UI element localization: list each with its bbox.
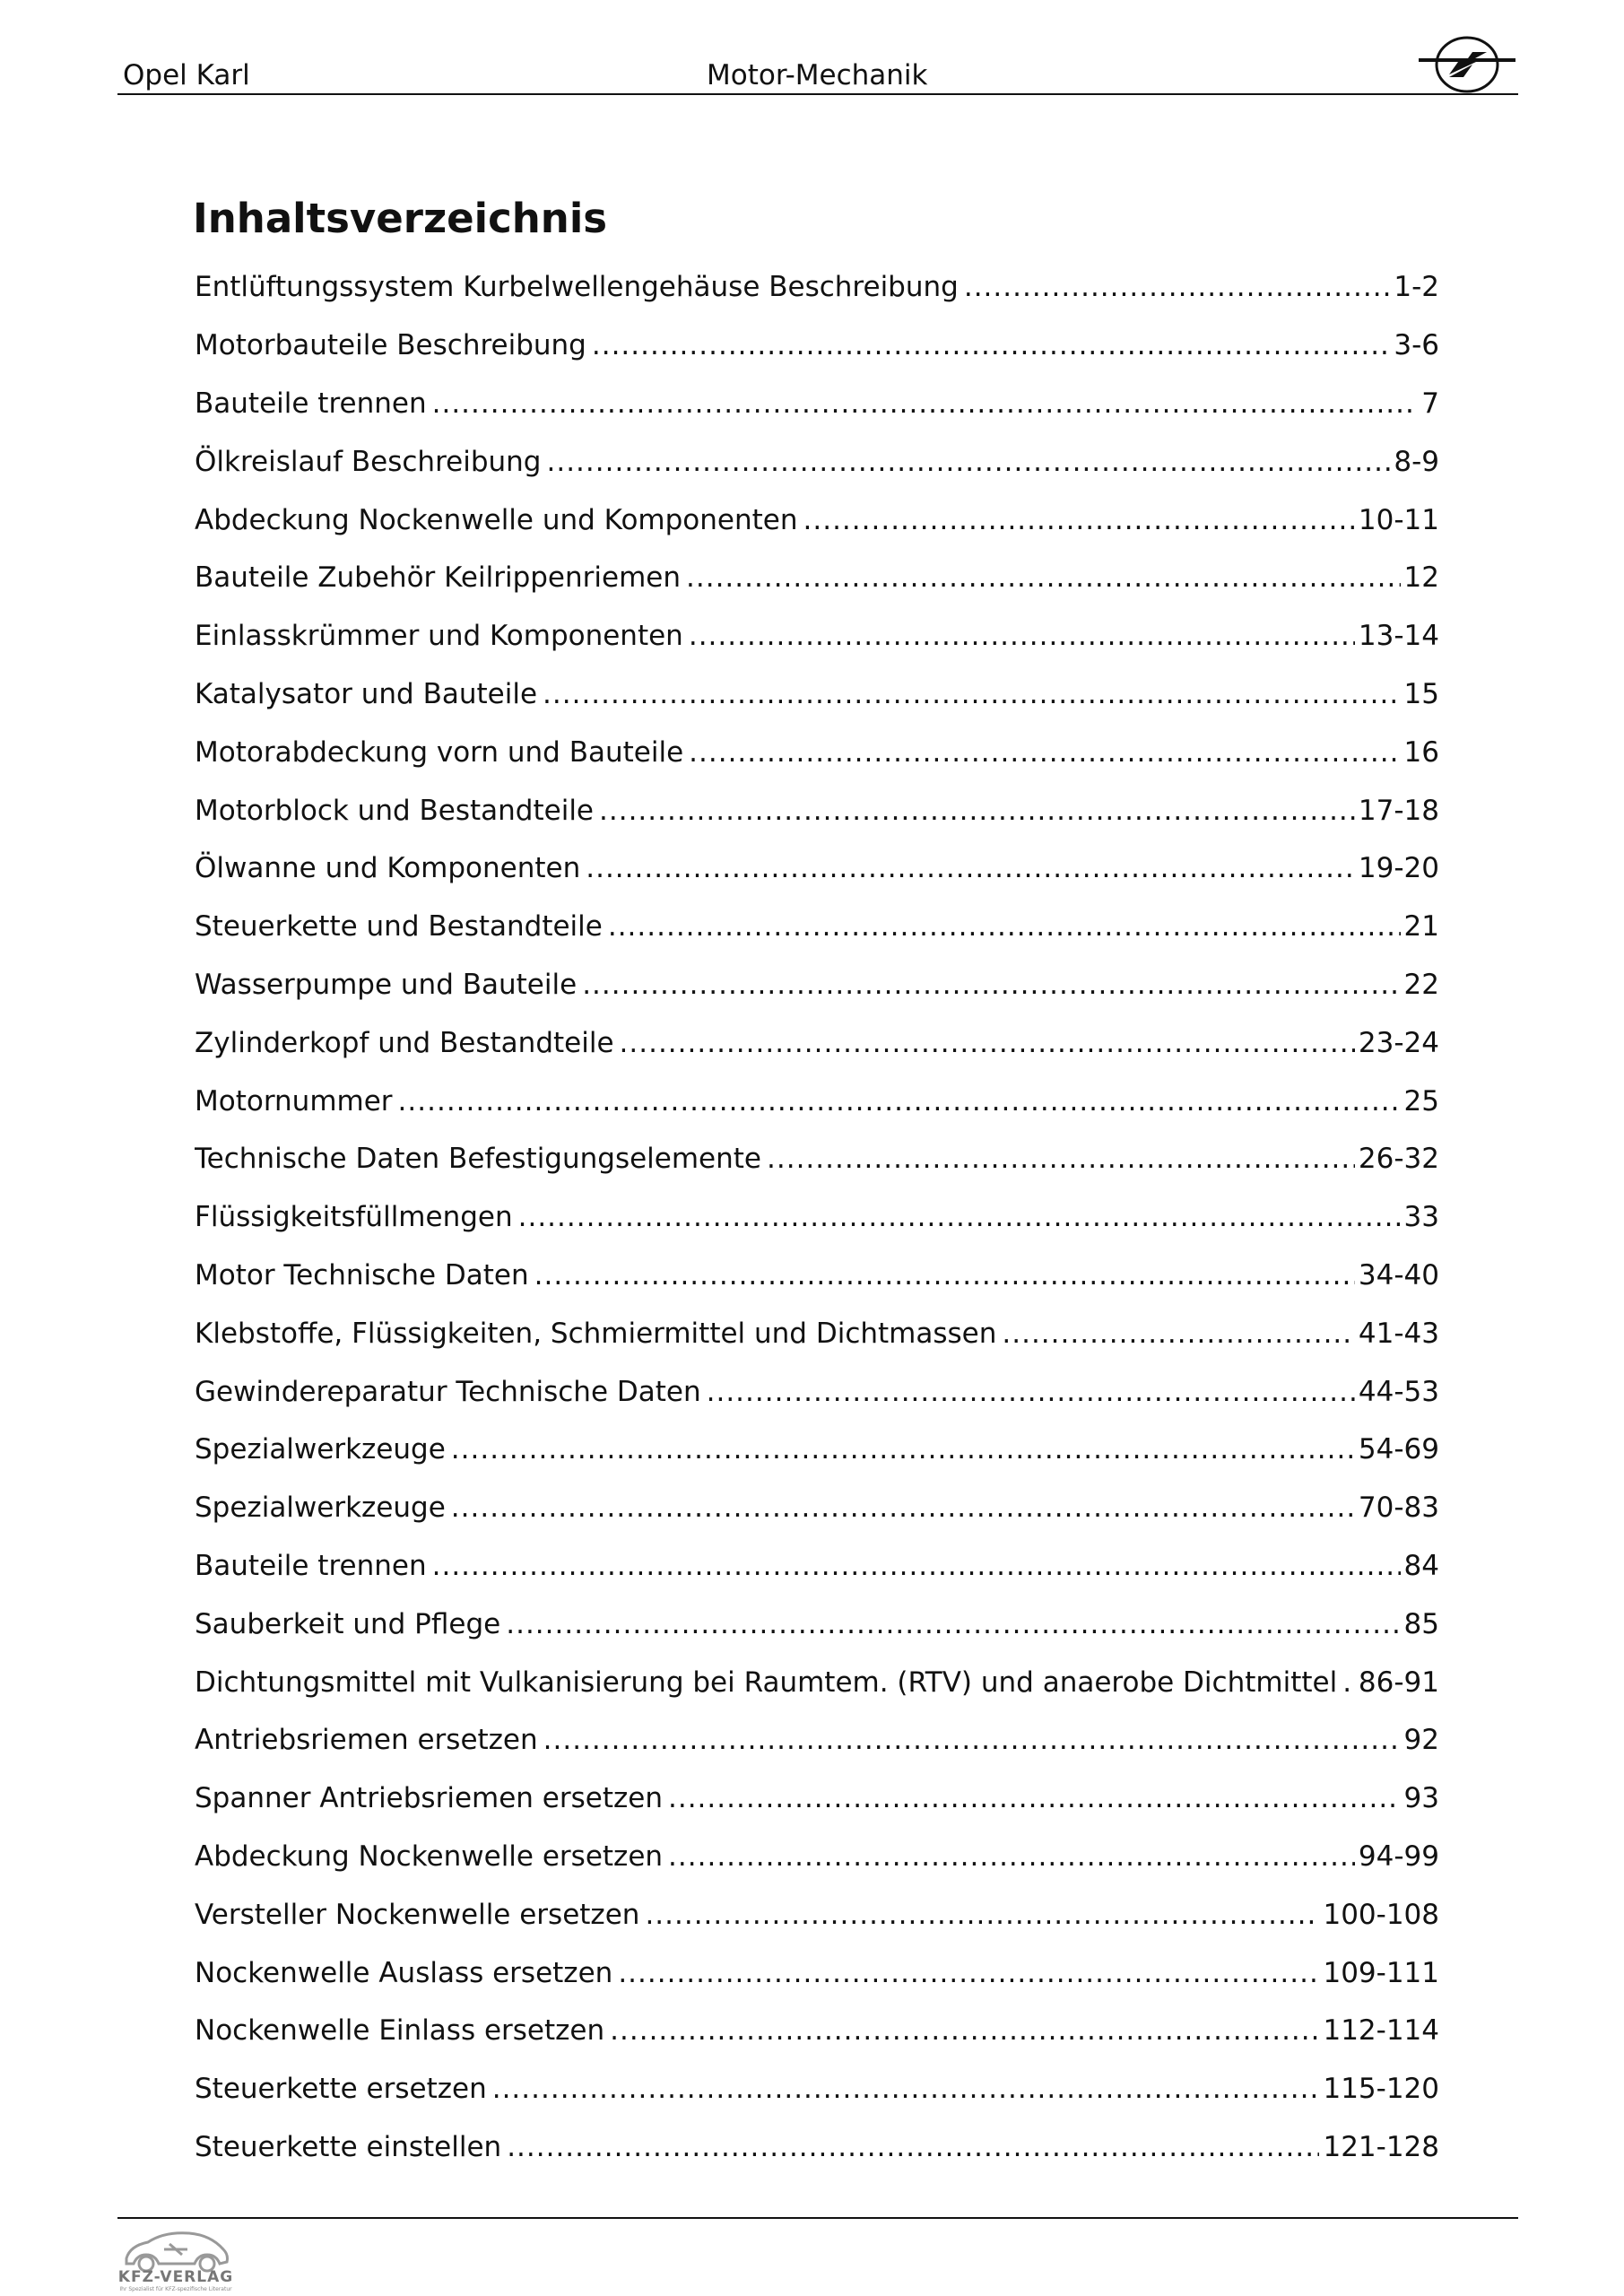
toc-entry[interactable]: [195, 723, 1439, 781]
toc-entry[interactable]: [195, 665, 1439, 724]
toc-entry-page: 44-53: [1358, 1375, 1439, 1408]
toc-dot-leader: [803, 502, 1355, 538]
toc-entry-page: 26-32: [1358, 1143, 1439, 1176]
toc-list: [195, 258, 1439, 2176]
toc-entry-page: 86-91: [1358, 1665, 1439, 1699]
toc-entry-page: 16: [1403, 735, 1439, 769]
toc-entry[interactable]: [195, 1247, 1439, 1305]
toc-dot-leader: [398, 1083, 1401, 1119]
toc-entry-page: 121-128: [1323, 2130, 1439, 2163]
footer-divider: [117, 2217, 1518, 2219]
toc-dot-leader: [686, 560, 1401, 596]
toc-entry-label: Motorblock und Bestandteile: [195, 794, 595, 827]
toc-dot-leader: [668, 1780, 1401, 1816]
toc-entry-label: Ölwanne und Komponenten: [195, 852, 581, 885]
toc-dot-leader: [620, 1025, 1355, 1061]
toc-entry[interactable]: [195, 1072, 1439, 1130]
toc-entry-page: 19-20: [1358, 852, 1439, 885]
toc-dot-leader: [492, 2071, 1320, 2107]
toc-entry[interactable]: [195, 432, 1439, 491]
toc-entry-page: 23-24: [1358, 1026, 1439, 1059]
toc-entry-page: 15: [1403, 677, 1439, 710]
toc-entry-label: Katalysator und Bauteile: [195, 677, 538, 710]
toc-entry[interactable]: [195, 1188, 1439, 1247]
toc-entry[interactable]: [195, 2118, 1439, 2177]
toc-entry[interactable]: [195, 1885, 1439, 1944]
toc-entry-label: Motor Technische Daten: [195, 1258, 529, 1292]
toc-dot-leader: [668, 1839, 1355, 1874]
header-divider: [117, 93, 1518, 95]
toc-entry-label: Steuerkette ersetzen: [195, 2073, 487, 2106]
toc-entry[interactable]: [195, 2060, 1439, 2118]
toc-dot-leader: [451, 1431, 1355, 1467]
toc-entry-label: Sauberkeit und Pflege: [195, 1607, 501, 1640]
header-section-title: Motor-Mechanik: [707, 59, 928, 91]
toc-entry[interactable]: [195, 2002, 1439, 2060]
toc-entry[interactable]: [195, 839, 1439, 898]
toc-entry-label: Motorabdeckung vorn und Bauteile: [195, 735, 684, 769]
toc-entry[interactable]: [195, 1770, 1439, 1828]
toc-dot-leader: [432, 386, 1419, 422]
toc-dot-leader: [964, 269, 1391, 305]
toc-entry[interactable]: [195, 956, 1439, 1014]
toc-dot-leader: [506, 1606, 1400, 1642]
toc-entry-label: Bauteile Zubehör Keilrippenriemen: [195, 561, 682, 595]
toc-entry-page: 12: [1403, 561, 1439, 595]
toc-dot-leader: [546, 444, 1390, 480]
footer-tagline: Ihr Spezialist für KFZ-spezifische Literatur: [119, 2286, 232, 2292]
toc-entry-page: 33: [1403, 1201, 1439, 1234]
toc-dot-leader: [707, 1374, 1355, 1410]
toc-dot-leader: [610, 2013, 1319, 2048]
toc-dot-leader: [582, 967, 1400, 1003]
toc-entry-page: 70-83: [1358, 1492, 1439, 1525]
toc-entry-page: 112-114: [1323, 2014, 1439, 2048]
toc-entry-page: 21: [1403, 910, 1439, 944]
toc-dot-leader: [645, 1897, 1319, 1933]
toc-dot-leader: [767, 1141, 1355, 1177]
toc-entry-page: 8-9: [1394, 445, 1439, 478]
toc-dot-leader: [543, 1722, 1401, 1758]
toc-dot-leader: [618, 1955, 1319, 1991]
toc-entry-label: Nockenwelle Auslass ersetzen: [195, 1956, 613, 1989]
toc-dot-leader: [608, 909, 1401, 944]
toc-entry-page: 109-111: [1323, 1956, 1439, 1989]
toc-entry-label: Antriebsriemen ersetzen: [195, 1724, 538, 1757]
toc-dot-leader: [543, 676, 1401, 712]
toc-entry-label: Motornummer: [195, 1084, 393, 1118]
toc-dot-leader: [534, 1257, 1355, 1293]
toc-entry[interactable]: [195, 1013, 1439, 1072]
toc-dot-leader: [592, 327, 1390, 363]
toc-entry-page: 93: [1403, 1782, 1439, 1815]
header-brand: Opel Karl: [123, 59, 250, 91]
toc-entry[interactable]: [195, 898, 1439, 956]
toc-entry-page: 41-43: [1358, 1317, 1439, 1350]
toc-entry[interactable]: [195, 1304, 1439, 1362]
toc-entry-label: Entlüftungssystem Kurbelwellengehäuse Beschreibung: [195, 271, 959, 304]
toc-entry-page: 84: [1403, 1549, 1439, 1582]
toc-entry-label: Versteller Nockenwelle ersetzen: [195, 1898, 640, 1931]
toc-entry-label: Bauteile trennen: [195, 1549, 427, 1582]
toc-entry-label: Gewindereparatur Technische Daten: [195, 1375, 701, 1408]
toc-entry[interactable]: [195, 1653, 1439, 1711]
toc-entry-label: Flüssigkeitsfüllmengen: [195, 1201, 513, 1234]
toc-entry-label: Motorbauteile Beschreibung: [195, 329, 586, 362]
toc-entry[interactable]: [195, 1479, 1439, 1537]
toc-entry-label: Abdeckung Nockenwelle und Komponenten: [195, 503, 798, 536]
toc-entry-label: Einlasskrümmer und Komponenten: [195, 620, 683, 653]
toc-dot-leader: [432, 1548, 1401, 1584]
toc-entry-page: 3-6: [1394, 329, 1439, 362]
toc-dot-leader: [451, 1490, 1355, 1526]
toc-entry[interactable]: [195, 607, 1439, 665]
toc-entry-label: Abdeckung Nockenwelle ersetzen: [195, 1839, 664, 1873]
toc-entry-label: Ölkreislauf Beschreibung: [195, 445, 542, 478]
toc-entry[interactable]: [195, 375, 1439, 433]
opel-logo-icon: [1413, 25, 1521, 97]
toc-entry[interactable]: [195, 1711, 1439, 1770]
toc-entry-label: Spezialwerkzeuge: [195, 1433, 446, 1466]
toc-dot-leader: [586, 850, 1355, 886]
toc-entry-page: 92: [1403, 1724, 1439, 1757]
toc-entry-page: 100-108: [1323, 1898, 1439, 1931]
toc-entry-page: 1-2: [1394, 271, 1439, 304]
toc-entry-page: 22: [1403, 968, 1439, 1001]
toc-entry-label: Spanner Antriebsriemen ersetzen: [195, 1782, 663, 1815]
toc-entry-page: 13-14: [1358, 620, 1439, 653]
toc-entry-page: 54-69: [1358, 1433, 1439, 1466]
toc-entry[interactable]: [195, 1944, 1439, 2002]
toc-dot-leader: [689, 735, 1400, 770]
toc-dot-leader: [689, 618, 1355, 654]
toc-entry-page: 7: [1421, 387, 1439, 420]
toc-entry-label: Bauteile trennen: [195, 387, 427, 420]
toc-entry-label: Zylinderkopf und Bestandteile: [195, 1026, 614, 1059]
footer-brand: KFZ-VERLAG: [117, 2268, 234, 2286]
toc-entry[interactable]: [195, 1537, 1439, 1596]
toc-entry-page: 17-18: [1358, 794, 1439, 827]
toc-title: Inhaltsverzeichnis: [193, 195, 608, 242]
toc-entry-label: Steuerkette einstellen: [195, 2130, 502, 2163]
toc-dot-leader: [1002, 1316, 1355, 1352]
toc-dot-leader: [518, 1199, 1401, 1235]
toc-entry-label: Dichtungsmittel mit Vulkanisierung bei Raumtem. (RTV) und anaerobe Dichtmittel: [195, 1665, 1338, 1699]
toc-dot-leader: [599, 793, 1355, 829]
toc-entry[interactable]: [195, 317, 1439, 375]
toc-entry-page: 94-99: [1358, 1839, 1439, 1873]
toc-entry[interactable]: [195, 1828, 1439, 1886]
toc-entry-page: 10-11: [1358, 503, 1439, 536]
toc-entry-label: Steuerkette und Bestandteile: [195, 910, 603, 944]
toc-entry[interactable]: [195, 1362, 1439, 1421]
toc-entry-label: Wasserpumpe und Bauteile: [195, 968, 578, 1001]
toc-entry-page: 34-40: [1358, 1258, 1439, 1292]
toc-entry[interactable]: [195, 549, 1439, 607]
toc-dot-leader: [507, 2129, 1319, 2165]
toc-entry-label: Spezialwerkzeuge: [195, 1492, 446, 1525]
toc-entry-page: 25: [1403, 1084, 1439, 1118]
toc-entry[interactable]: [195, 1130, 1439, 1188]
toc-entry[interactable]: [195, 781, 1439, 839]
toc-entry[interactable]: [195, 491, 1439, 549]
toc-entry-label: Nockenwelle Einlass ersetzen: [195, 2014, 605, 2048]
toc-entry[interactable]: [195, 1595, 1439, 1653]
toc-entry-page: 115-120: [1323, 2073, 1439, 2106]
toc-entry[interactable]: [195, 258, 1439, 317]
toc-dot-leader: [1342, 1665, 1355, 1700]
toc-entry-label: Klebstoffe, Flüssigkeiten, Schmiermittel und Dichtmassen: [195, 1317, 997, 1350]
toc-entry-page: 85: [1403, 1607, 1439, 1640]
toc-entry[interactable]: [195, 1421, 1439, 1479]
toc-entry-label: Technische Daten Befestigungselemente: [195, 1143, 762, 1176]
